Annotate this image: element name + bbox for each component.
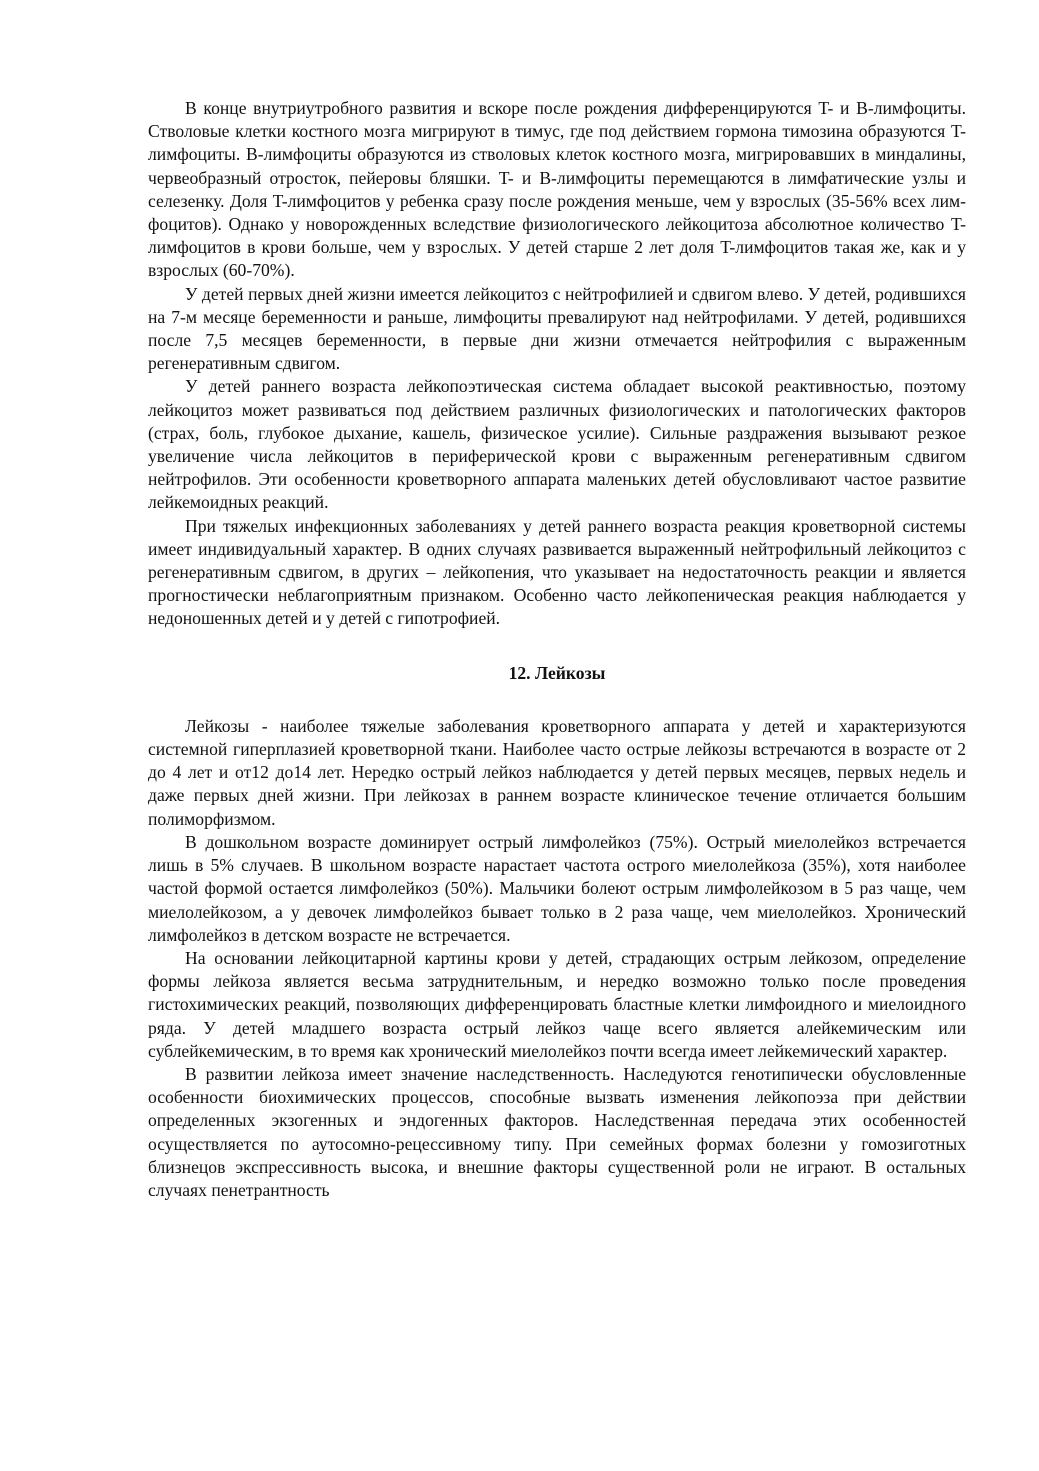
section-heading: 12. Лейкозы: [508, 662, 606, 683]
paragraph-leukopoietic-reactivity: У детей раннего возраста лейкопоэтическая система обладает высокой реактивностью, поэтому лейкоцитоз может развиваться под действием различных физиологических и патологических факторов (страх, боль, глубокое дыхание, кашель, физическое усилие). Сильные раздражения вызывают резкое увеличение числа лейкоцитов в периферической крови с выраженным регенеративным сдвигом нейтрофилов. Эти особенности кроветворного аппарата маленьких детей обусловливают частое развитие лейкемоидных реакций.: [148, 376, 966, 513]
paragraph-leukemia-heredity: В развитии лейкоза имеет значение наследственность. Наследуются генотипически обусловленные особенности биохимических процессов, способные вызвать изменения лейкопоэза при действии определенных экзогенных и эндогенных факторов. Наследственная передача этих особенностей осуществляется по аутосомно-рецессивному типу. При семейных формах болезни у гомозиготных близнецов экспрессивность высока, и внешние факторы существенной роли не играют. В остальных случаях пенетрантность: [148, 1063, 966, 1200]
document-page: [148, 97, 966, 1202]
paragraph-leukemia-definition: Лейкозы - наиболее тяжелые заболевания кроветворного аппарата у детей и характеризуются системной гиперплазией кроветворной ткани. Наиболее часто острые лейкозы встречаются в возрасте от 2 до 4 лет и от12 до14 лет. Нередко острый лейкоз наблюдается у детей первых месяцев, первых недель и даже первых дней жизни. При лейкозах в раннем возрасте клиническое течение отличается большим полиморфизмом.: [148, 715, 966, 829]
paragraph-infection-reaction: При тяжелых инфекционных заболеваниях у детей раннего возраста реакция кроветворной системы имеет индивидуальный характер. В одних случаях развивается выраженный нейтрофильный лейкоцитоз с регенеративным сдвигом, в других – лейкопения, что указывает на недостаточность реакции и является прогностически неблагоприятным признаком. Особенно часто лейкопеническая реакция наблюдается у недоношенных детей и у детей с гипотрофией.: [148, 515, 966, 629]
paragraph-leukemia-diagnosis: На основании лейкоцитарной картины крови у детей, страдающих острым лейкозом, определение формы лейкоза является весьма затруднительным, и нередко возможно только после проведения гистохимических реакций, позволяющих дифференцировать бластные клетки лимфоидного и миелоидного ряда. У детей младшего возраста острый лейкоз чаще всего является алейкемическим или сублейкемическим, в то время как хронический миелолейкоз почти всегда имеет лейкемический характер.: [148, 947, 966, 1061]
paragraph-leukemia-age-distribution: В дошкольном возрасте доминирует острый лимфолейкоз (75%). Острый миелолейкоз встречается лишь в 5% случаев. В школьном возрасте нарастает частота острого миелолейкоза (35%), хотя наиболее частой формой остается лимфолейкоз (50%). Мальчики болеют острым лимфолейкозом в 5 раз чаще, чем миелолейкозом, а у девочек лимфолейкоз бывает только в 2 раза чаще, чем миелолейкоз. Хронический лимфолейкоз в детском возрасте не встречается.: [148, 831, 966, 945]
paragraph-lymphocyte-differentiation: В конце внутриутробного развития и вскоре после рождения дифференцируются T- и B-лимфоциты. Стволовые клетки костного мозга мигрируют в тимус, где под действием гормона тимозина образуются T-лимфоциты. B-лимфоциты образуются из стволовых клеток костного мозга, мигрировавших в миндалины, червеобразный отросток, пейеровы бляшки. T- и B-лимфоциты перемещаются в лимфатические узлы и селезенку. Доля T-лимфоцитов у ребенка сразу после рождения меньше, чем у взрослых (35-56% всех лимфоцитов). Однако у новорожденных вследствие физиологического лейкоцитоза абсолютное количество T-лимфоцитов в крови больше, чем у взрослых. У детей старше 2 лет доля T-лимфоцитов такая же, как и у взрослых (60-70%).: [148, 98, 966, 281]
paragraph-newborn-leukocytosis: У детей первых дней жизни имеется лейкоцитоз с нейтрофилией и сдвигом влево. У детей, родившихся на 7-м месяце беременности и раньше, лимфоциты превалируют над нейтрофилами. У детей, родившихся после 7,5 месяцев беременности, в первые дни жизни отмечается нейтрофилия с выраженным регенеративным сдвигом.: [148, 283, 966, 374]
